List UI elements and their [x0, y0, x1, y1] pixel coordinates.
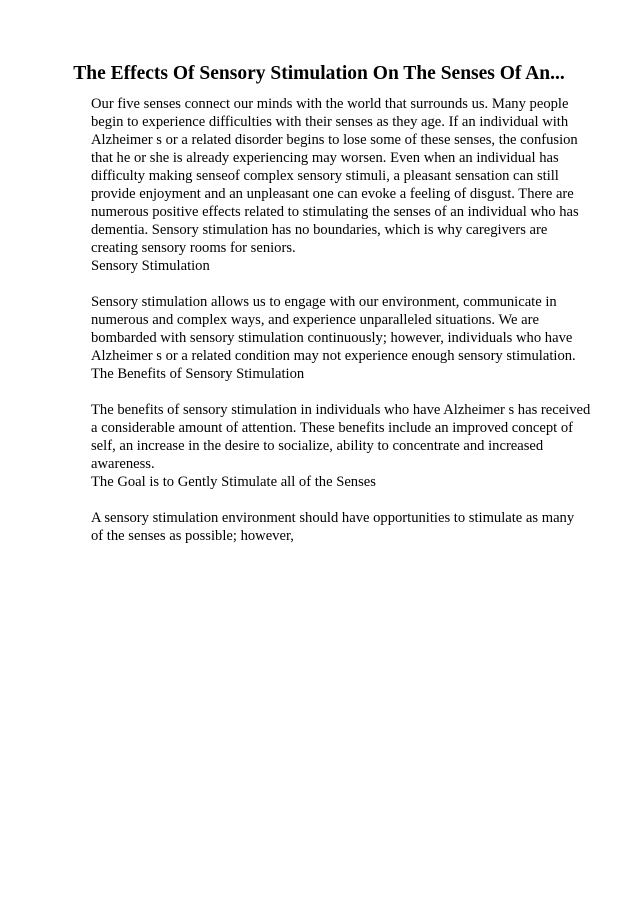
text-line: that he or she is already experiencing may worsen. Even when an individual has [91, 150, 559, 166]
paragraph-sensory-stimulation [91, 293, 611, 365]
text-line: begin to experience difficulties with their senses as they age. If an individual with [91, 114, 569, 130]
text-line: of the senses as possible; however, [91, 528, 294, 544]
text-line: provide enjoyment and an unpleasant one can evoke a feeling of disgust. There are [91, 186, 574, 202]
paragraph-intro [91, 95, 611, 257]
document-body [91, 95, 611, 545]
text-line: Alzheimer s or a related disorder begins to lose some of these senses, the confusion [91, 132, 578, 148]
section-heading-sensory-stimulation: Sensory Stimulation [91, 258, 210, 274]
section-heading-goal: The Goal is to Gently Stimulate all of the Senses [91, 474, 376, 490]
text-line: Our five senses connect our minds with the world that surrounds us. Many people [91, 96, 569, 112]
text-line: numerous and complex ways, and experience unparalleled situations. We are [91, 312, 539, 328]
paragraph-gap [91, 383, 611, 401]
paragraph-gap [91, 275, 611, 293]
text-line: numerous positive effects related to stimulating the senses of an individual who has [91, 204, 579, 220]
document-title: The Effects Of Sensory Stimulation On The Senses Of An... [73, 63, 565, 84]
text-line: bombarded with sensory stimulation continuously; however, individuals who have [91, 330, 573, 346]
paragraph-benefits [91, 401, 611, 473]
paragraph-environment [91, 509, 611, 545]
text-line: A sensory stimulation environment should have opportunities to stimulate as many [91, 510, 575, 526]
text-line: Sensory stimulation allows us to engage with our environment, communicate in [91, 294, 557, 310]
text-line: difficulty making senseof complex sensory stimuli, a pleasant sensation can still [91, 168, 559, 184]
text-line: a considerable amount of attention. These benefits include an improved concept of [91, 420, 573, 436]
text-line: awareness. [91, 456, 155, 472]
text-line: creating sensory rooms for seniors. [91, 240, 296, 256]
section-heading-benefits: The Benefits of Sensory Stimulation [91, 366, 305, 382]
text-line: Alzheimer s or a related condition may not experience enough sensory stimulation. [91, 348, 576, 364]
text-line: The benefits of sensory stimulation in individuals who have Alzheimer s has received [91, 402, 591, 418]
text-line: self, an increase in the desire to socialize, ability to concentrate and increased [91, 438, 544, 454]
paragraph-gap [91, 491, 611, 509]
text-line: dementia. Sensory stimulation has no boundaries, which is why caregivers are [91, 222, 548, 238]
